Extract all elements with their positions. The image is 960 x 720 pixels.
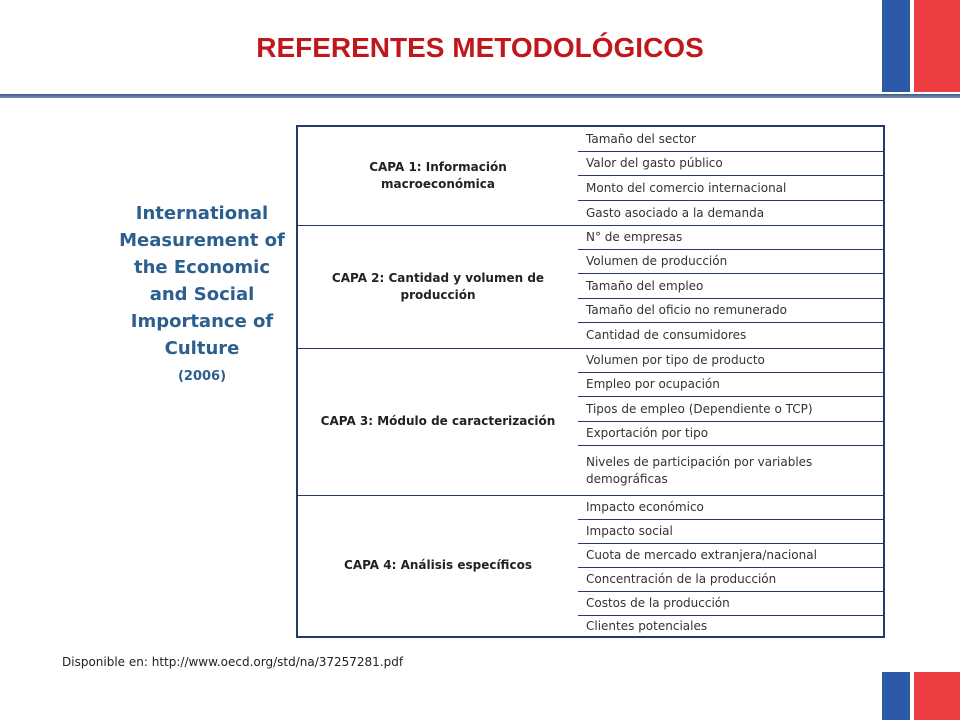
table-item: Gasto asociado a la demanda: [586, 205, 765, 220]
table-group-4: [298, 495, 883, 636]
source-year: (2006): [177, 369, 227, 384]
source-link-text: Disponible en: http://www.oecd.org/std/na/37257281.pdf: [62, 655, 404, 669]
table-item: Tamaño del empleo: [578, 274, 883, 299]
table-group-2: [298, 225, 883, 349]
table-item: Cuota de mercado extranjera/nacional: [578, 544, 883, 568]
layers-table: [296, 125, 885, 638]
table-item: Volumen de producción: [578, 250, 883, 274]
layer-label: CAPA 1: Información macroeconómica: [369, 160, 507, 191]
slide-title: REFERENTES METODOLÓGICOS: [256, 32, 704, 63]
layer-label: CAPA 3: Módulo de caracterización: [320, 414, 556, 428]
table-item: Costos de la producción: [578, 592, 883, 616]
table-item: Valor del gasto público: [578, 152, 883, 176]
table-item: Tipos de empleo (Dependiente o TCP): [578, 397, 883, 422]
table-group-3: [298, 348, 883, 496]
title-divider: [0, 94, 960, 98]
table-item: Impacto social: [578, 520, 883, 544]
table-item: Monto del comercio internacional: [578, 176, 883, 201]
table-item: Cantidad de consumidores: [586, 328, 747, 342]
table-item: N° de empresas: [578, 225, 883, 250]
table-item: Niveles de participación por variables demográficas: [586, 454, 813, 486]
table-group-1: [298, 127, 883, 226]
flag-decoration-bottom: [882, 672, 960, 720]
source-name: International Measurement of the Economic and Social Importance of Culture: [119, 203, 285, 359]
table-item: Concentración de la producción: [578, 568, 883, 592]
layer-label: CAPA 4: Análisis específicos: [344, 558, 532, 572]
layer-label: CAPA 2: Cantidad y volumen de producción: [331, 270, 545, 302]
source-block: [112, 200, 292, 386]
table-item: Volumen por tipo de producto: [578, 348, 883, 373]
table-item: Tamaño del oficio no remunerado: [578, 299, 883, 323]
table-item: Exportación por tipo: [578, 422, 883, 446]
table-item: Clientes potenciales: [586, 618, 708, 633]
table-item: Tamaño del sector: [578, 127, 883, 152]
table-item: Empleo por ocupación: [578, 373, 883, 397]
table-item: Impacto económico: [578, 495, 883, 520]
